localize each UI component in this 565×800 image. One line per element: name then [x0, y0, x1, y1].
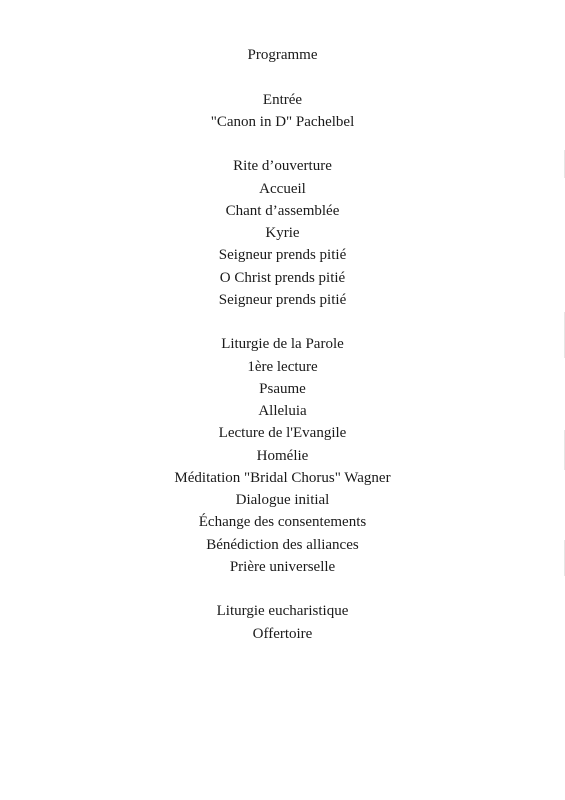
- programme-item: 1ère lecture: [247, 358, 318, 375]
- section-heading-rite-ouverture: Rite d’ouverture: [233, 158, 332, 175]
- section-spacer: [0, 578, 565, 600]
- section-heading-liturgie-parole: Liturgie de la Parole: [221, 336, 344, 353]
- programme-item: Kyrie: [265, 225, 300, 241]
- section-heading-liturgie-eucharistique: Liturgie eucharistique: [216, 603, 349, 620]
- programme-item: Bénédiction des alliances: [206, 536, 359, 553]
- section-spacer: [0, 133, 565, 155]
- programme-item: O Christ prends pitié: [219, 269, 346, 286]
- programme-item: Chant d’assemblée: [225, 202, 340, 219]
- programme-item: Homélie: [256, 447, 309, 464]
- programme-item: Seigneur prends pitié: [218, 291, 347, 308]
- programme-item: Offertoire: [252, 625, 313, 642]
- document-title: Programme: [247, 47, 318, 63]
- programme-item: Accueil: [259, 180, 306, 197]
- section-spacer: [0, 311, 565, 333]
- programme-item: Lecture de l'Evangile: [218, 425, 347, 442]
- section-heading-entree: Entrée: [262, 91, 303, 108]
- programme-item: Dialogue initial: [235, 492, 330, 508]
- programme-item: Méditation "Bridal Chorus" Wagner: [174, 469, 391, 486]
- programme-item: "Canon in D" Pachelbel: [210, 113, 355, 130]
- programme-item: Prière universelle: [229, 558, 336, 575]
- programme-item: Échange des consentements: [198, 514, 367, 531]
- programme-text: [0, 44, 565, 645]
- programme-item: Alleluia: [258, 403, 307, 419]
- programme-item: Psaume: [259, 380, 306, 397]
- section-spacer: [0, 66, 565, 88]
- programme-item: Seigneur prends pitié: [218, 247, 347, 264]
